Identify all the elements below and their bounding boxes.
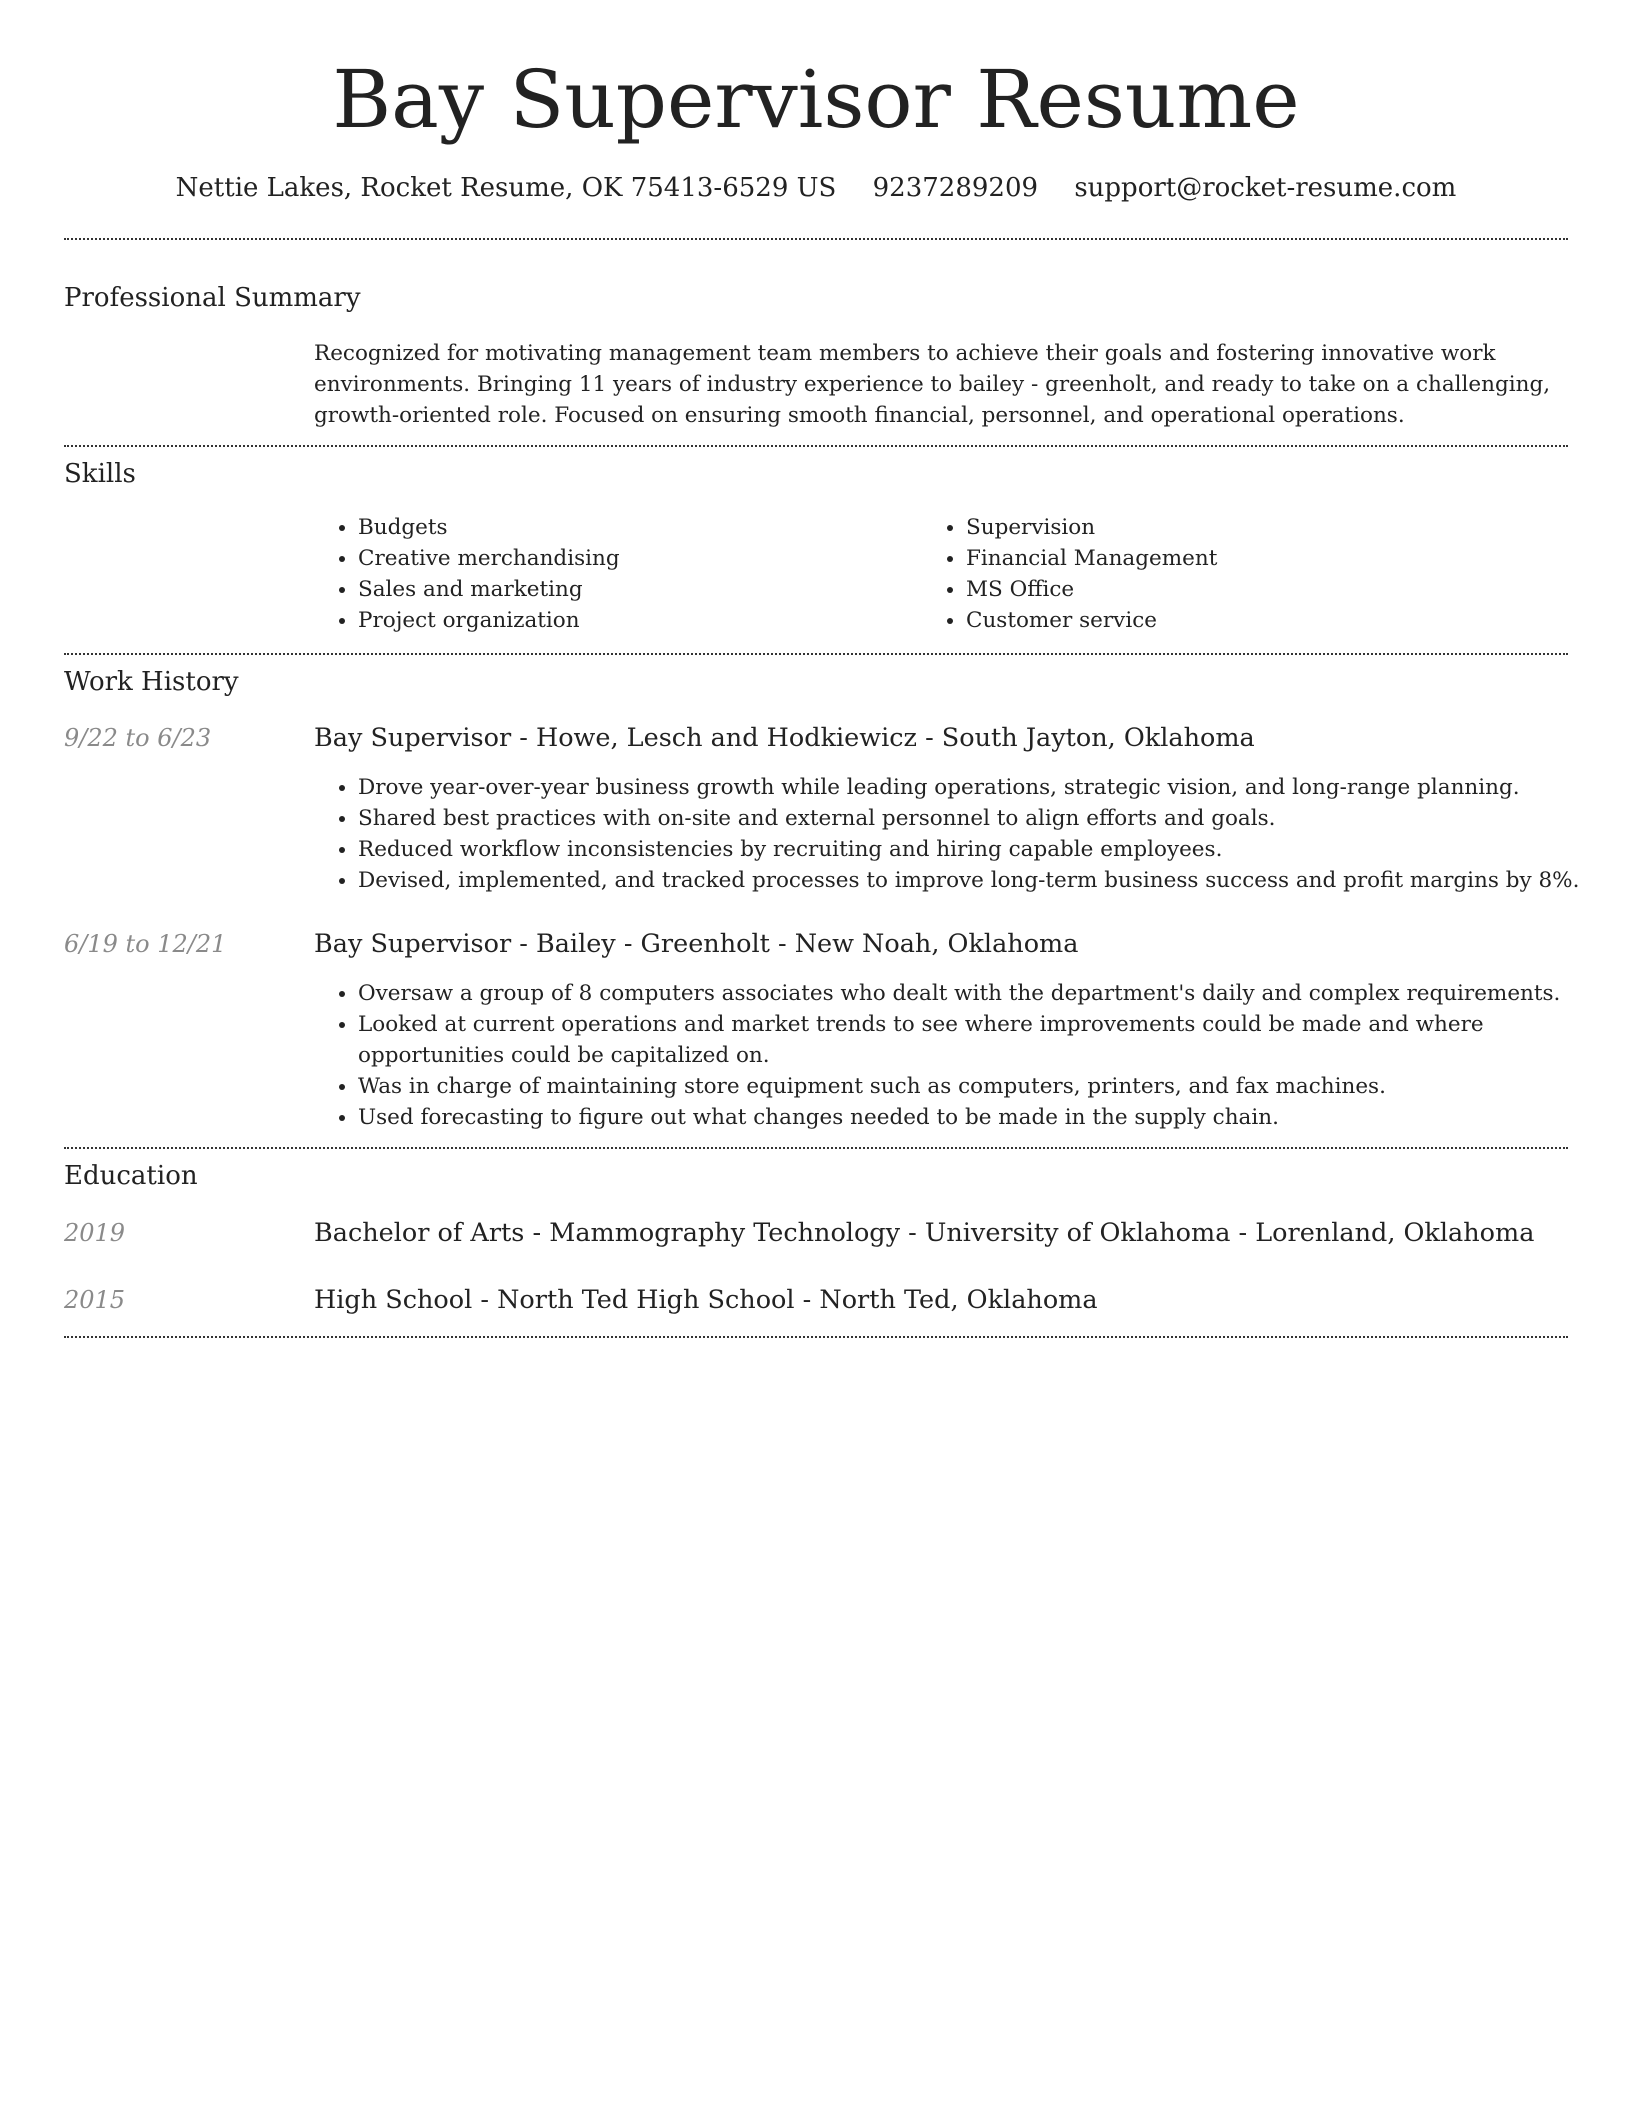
education-year: 2019: [64, 1219, 126, 1247]
education-year: 2015: [64, 1286, 126, 1314]
job-bullet: • Looked at current operations and market trends to see where improvements could be made and where opportunities could be capitalized on.: [358, 1009, 1612, 1071]
job-bullet: • Drove year-over-year business growth while leading operations, strategic vision, and long-range planning.: [358, 772, 1612, 803]
work-heading: Work History: [64, 667, 239, 697]
resume-title: Bay Supervisor Resume: [332, 53, 1300, 146]
summary-text: Recognized for motivating management team members to achieve their goals and fostering innovative work environments. Bringing 11 years of industry experience to bailey - greenholt, and ready to take on a challenging, growth-oriented role. Focused on ensuring smooth financial, personnel, and operational operations.: [314, 341, 1551, 428]
job-bullet: • Reduced workflow inconsistencies by recruiting and hiring capable employees.: [358, 834, 1612, 865]
job-bullet: • Used forecasting to figure out what changes needed to be made in the supply chain.: [358, 1102, 1612, 1133]
job-bullet: • Shared best practices with on-site and external personnel to align efforts and goals.: [358, 803, 1612, 834]
job-bullet: • Devised, implemented, and tracked processes to improve long-term business success and profit margins by 8%.: [358, 865, 1612, 896]
skills-list-left: [314, 512, 918, 636]
skill-item: • Sales and marketing: [358, 574, 918, 605]
section-divider: [64, 238, 1568, 240]
skill-item: • MS Office: [966, 574, 1566, 605]
contact-phone: 9237289209: [872, 173, 1039, 203]
skill-item: • Supervision: [966, 512, 1566, 543]
education-entry: High School - North Ted High School - North Ted, Oklahoma: [314, 1285, 1098, 1315]
job-title: Bay Supervisor - Bailey - Greenholt - New Noah, Oklahoma: [314, 929, 1079, 959]
skill-item: • Budgets: [358, 512, 918, 543]
job-dates: 6/19 to 12/21: [64, 930, 227, 958]
section-divider: [64, 1147, 1568, 1149]
job-bullet: • Was in charge of maintaining store equipment such as computers, printers, and fax machines.: [358, 1071, 1612, 1102]
contact-address: Nettie Lakes, Rocket Resume, OK 75413-6529 US: [175, 173, 837, 203]
section-divider: [64, 445, 1568, 447]
job-bullets: [314, 772, 1612, 896]
section-divider: [64, 653, 1568, 655]
skill-item: • Financial Management: [966, 543, 1566, 574]
skill-item: • Customer service: [966, 605, 1566, 636]
job-bullet: • Oversaw a group of 8 computers associates who dealt with the department's daily and complex requirements.: [358, 978, 1612, 1009]
job-dates: 9/22 to 6/23: [64, 724, 212, 752]
skills-list-right: [922, 512, 1566, 636]
contact-line: [64, 168, 1568, 208]
job-bullets: [314, 978, 1612, 1133]
summary-heading: Professional Summary: [64, 283, 361, 313]
skill-item: • Creative merchandising: [358, 543, 918, 574]
education-entry: Bachelor of Arts - Mammography Technology - University of Oklahoma - Lorenland, Oklahoma: [314, 1218, 1535, 1248]
skills-heading: Skills: [64, 459, 136, 489]
education-heading: Education: [64, 1161, 198, 1191]
skill-item: • Project organization: [358, 605, 918, 636]
contact-email: support@rocket-resume.com: [1074, 173, 1457, 203]
job-title: Bay Supervisor - Howe, Lesch and Hodkiewicz - South Jayton, Oklahoma: [314, 723, 1255, 753]
section-divider: [64, 1336, 1568, 1338]
